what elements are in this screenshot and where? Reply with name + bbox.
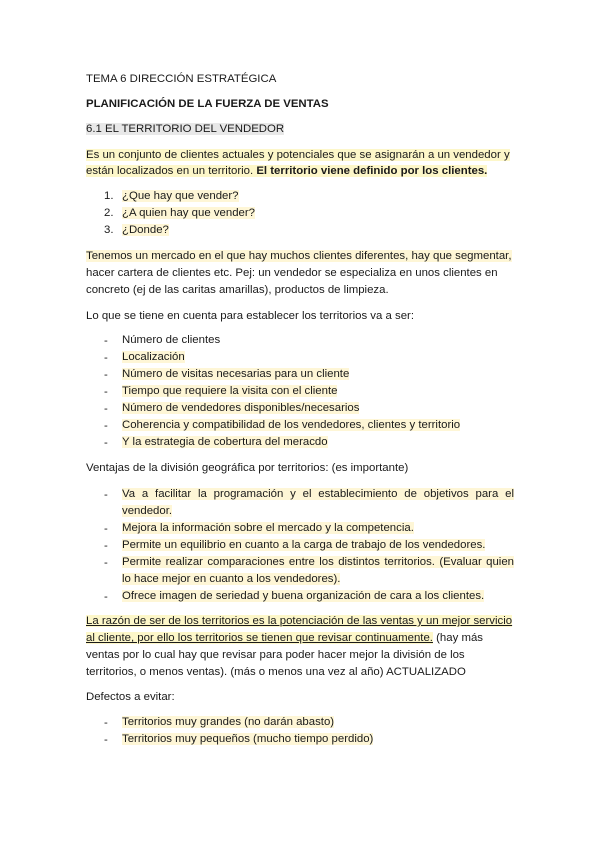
para2-line-1 (86, 249, 512, 263)
criteria-item (122, 366, 349, 383)
bullet-dash: - (104, 540, 108, 552)
para5-line-4: territorios, o menos ventas). (más o menos una vez al año) ACTUALIZADO (86, 666, 466, 678)
bullet-dash: - (104, 369, 108, 381)
page-title: PLANIFICACIÓN DE LA FUERZA DE VENTAS (86, 98, 329, 110)
intro-text-2a: están localizados en un territorio. (86, 165, 257, 177)
bullet-dash: - (104, 386, 108, 398)
bullet-dash: - (104, 523, 108, 535)
criteria-text: Número de visitas necesarias para un cliente (122, 368, 350, 380)
criteria-text: Localización (122, 351, 185, 363)
para5-text-2b: (hay más (432, 632, 483, 644)
question-text: ¿A quien hay que vender? (122, 207, 255, 219)
question-text: ¿Donde? (122, 224, 169, 236)
criteria-text: Número de vendedores disponibles/necesarios (122, 402, 360, 414)
bullet-dash: - (104, 420, 108, 432)
bullet-dash: - (104, 591, 108, 603)
bullet-dash: - (104, 734, 108, 746)
para2-line-3: concreto (ej de las caritas amarillas), productos de limpieza. (86, 284, 389, 296)
para5-line-1 (86, 614, 512, 628)
para2-text-1: Tenemos un mercado en el que hay muchos clientes diferentes, hay que segmentar, (86, 250, 512, 262)
para4: Ventajas de la división geográfica por territorios: (es importante) (86, 462, 409, 474)
bullet-dash: - (104, 335, 108, 347)
defect-text: Territorios muy grandes (no darán abasto) (122, 716, 335, 728)
intro-text-1: Es un conjunto de clientes actuales y potenciales que se asignarán a un vendedor y (86, 149, 510, 161)
bullet-dash: - (104, 403, 108, 415)
criteria-item (122, 417, 460, 434)
bullet-dash: - (104, 557, 108, 569)
criteria-item (122, 349, 185, 366)
defect-item (122, 731, 373, 748)
criteria-text: Y la estrategia de cobertura del meracdo (122, 436, 328, 448)
criteria-item (122, 383, 337, 400)
section-heading-wrap (86, 122, 284, 136)
bullet-dash: - (104, 489, 108, 501)
bullet-dash: - (104, 437, 108, 449)
criteria-item (122, 400, 359, 417)
para5-line-2 (86, 631, 483, 645)
intro-line-1 (86, 148, 510, 162)
question-number: 3. (104, 224, 114, 236)
para5-text-1: La razón de ser de los territorios es la potenciación de las ventas y un mejor servicio (86, 615, 513, 627)
advantage-text: Permite realizar comparaciones entre los distintos territorios. (Evaluar quien lo hace mejor en cuanto a los vendedores). (122, 556, 514, 585)
bullet-dash: - (104, 717, 108, 729)
advantage-item (122, 520, 414, 537)
question-item (122, 189, 239, 203)
section-heading: 6.1 EL TERRITORIO DEL VENDEDOR (86, 123, 285, 135)
advantage-item (122, 588, 484, 605)
advantage-text: Va a facilitar la programación y el establecimiento de objetivos para el vendedor. (122, 488, 514, 517)
para6: Defectos a evitar: (86, 691, 175, 703)
question-number: 1. (104, 190, 114, 202)
advantage-item (122, 537, 485, 554)
advantage-text: Permite un equilibrio en cuanto a la carga de trabajo de los vendedores. (122, 539, 486, 551)
criteria-item (122, 434, 328, 451)
question-item (122, 223, 169, 237)
advantage-item (122, 486, 514, 520)
intro-text-2b: El territorio viene definido por los clientes. (256, 165, 488, 177)
criteria-text: Tiempo que requiere la visita con el cliente (122, 385, 338, 397)
topic-heading: TEMA 6 DIRECCIÓN ESTRATÉGICA (86, 73, 277, 85)
advantage-text: Ofrece imagen de seriedad y buena organización de cara a los clientes. (122, 590, 485, 602)
question-text: ¿Que hay que vender? (122, 190, 239, 202)
para5-line-3: ventas por lo cual hay que revisar para poder hacer mejor la división de los (86, 649, 465, 661)
question-item (122, 206, 255, 220)
defect-item (122, 714, 334, 731)
criteria-text: Coherencia y compatibilidad de los vendedores, clientes y territorio (122, 419, 461, 431)
para2-line-2: hacer cartera de clientes etc. Pej: un vendedor se especializa en unos clientes en (86, 267, 498, 279)
intro-line-2 (86, 164, 487, 178)
bullet-dash: - (104, 352, 108, 364)
advantage-item (122, 554, 514, 588)
para3: Lo que se tiene en cuenta para establecer los territorios va a ser: (86, 310, 414, 322)
question-number: 2. (104, 207, 114, 219)
criteria-item: Número de clientes (122, 334, 221, 346)
advantage-text: Mejora la información sobre el mercado y la competencia. (122, 522, 414, 534)
defect-text: Territorios muy pequeños (mucho tiempo perdido) (122, 733, 374, 745)
para5-text-2a: al cliente, por ello los territorios se tienen que revisar continuamente. (86, 632, 433, 644)
